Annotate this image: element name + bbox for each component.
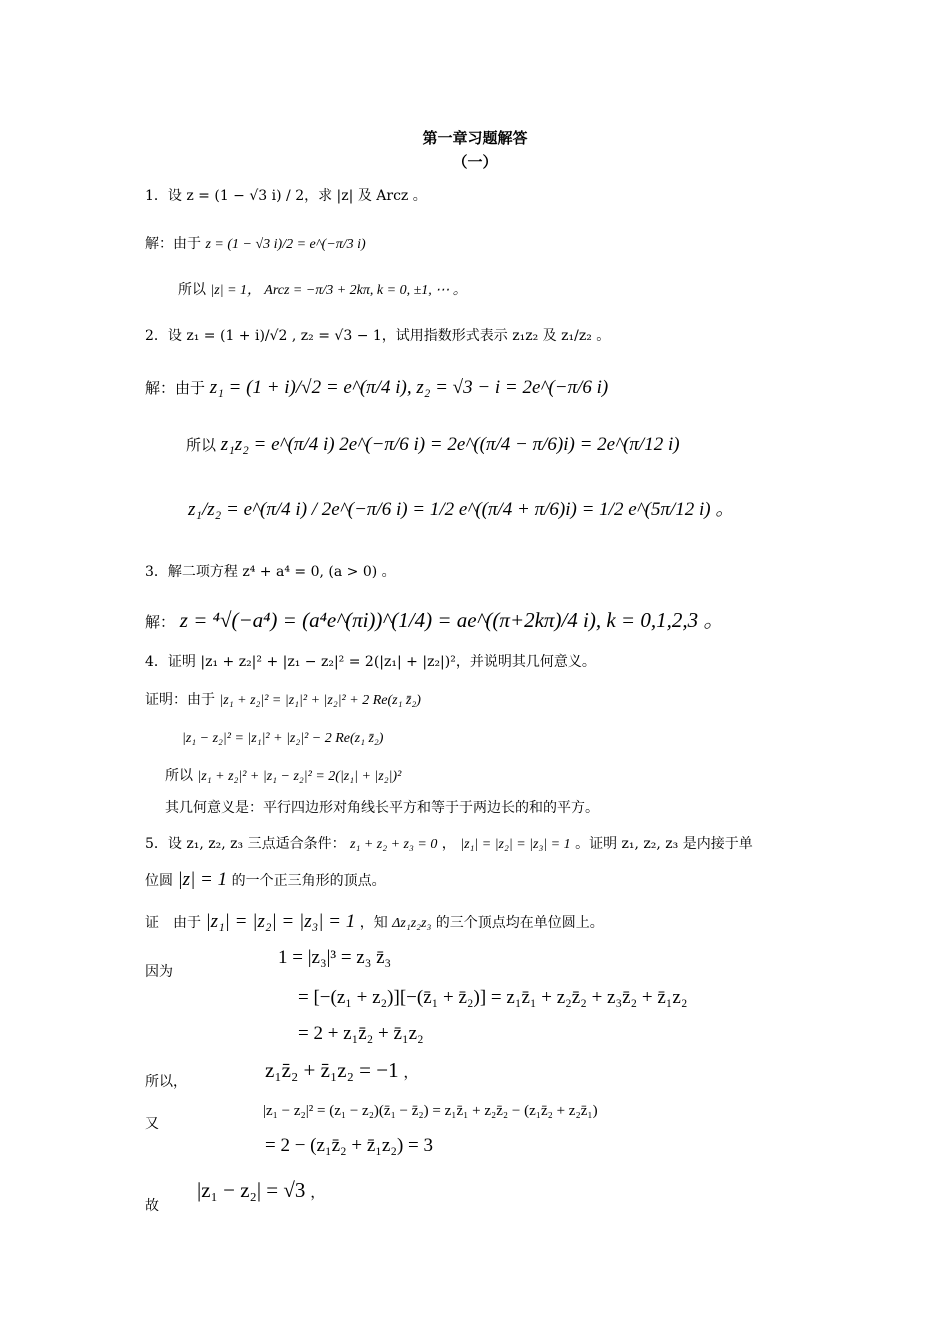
problem-4-meaning-text: 其几何意义是：平行四边形对角线长平方和等于于两边长的和的平方。 (165, 800, 599, 816)
problem-1-solution (145, 234, 366, 255)
derivation-line-2: = [−(z₁ + z₂)][−(z̄₁ + z̄₂)] = z₁z̄₁ + z₂z̄₂ + z₃z̄₂ + z̄₁z₂ (298, 987, 688, 1008)
solution-label: 解： (145, 613, 176, 631)
because-text: 因为 (145, 964, 173, 980)
derivation-line-5: |z₁ − z₂|² = (z₁ − z₂)(z̄₁ − z̄₂) = z₁z̄₁ + z₂z̄₂ − (z₁z̄₂ + z₂z̄₁) (263, 1103, 598, 1119)
problem-3-question (145, 562, 396, 582)
solution-label: 解：由于 (145, 236, 201, 252)
hence-label (145, 1196, 159, 1216)
problem-5-modulus-formula: |z₁| = |z₂| = |z₃| = 1 (205, 911, 356, 932)
triangle-formula: Δz₁z₂z₃ (392, 916, 432, 931)
also-label (145, 1114, 159, 1134)
problem-5-proof-line-1 (145, 912, 604, 934)
derivation-line-1: 1 = |z₃|³ = z₃ z̄₃ (278, 947, 392, 968)
problem-1-result (178, 280, 467, 301)
therefore-label: 所以 (165, 768, 193, 784)
problem-5-derivation-7 (197, 1180, 325, 1202)
comma: ， (403, 1063, 419, 1081)
therefore-label: 所以 (178, 282, 206, 298)
problem-2-text: 2．设 z₁ = (1 + i)/√2 , z₂ = √3 − 1，试用指数形式表示 z₁z₂ 及 z₁/z₂ 。 (145, 328, 611, 344)
problem-2-quotient (188, 500, 734, 520)
page-subtitle (0, 152, 950, 172)
problem-4-meaning (165, 798, 599, 818)
subtitle-text: （一） (452, 153, 498, 171)
also-text: 又 (145, 1116, 159, 1132)
problem-5-text-c: 位圆 (145, 873, 173, 889)
problem-4-text: 4．证明 |z₁ + z₂|² + |z₁ − z₂|² = 2(|z₁| + |z₂|)²，并说明其几何意义。 (145, 654, 596, 670)
problem-3-formula: z = ⁴√(−a⁴) = (a⁴e^(πi))^(1/4) = ae^((π+2kπ)/4 i), k = 0,1,2,3 。 (179, 608, 725, 632)
problem-4-proof-line-1 (145, 690, 421, 711)
comma: ， (310, 1183, 326, 1201)
problem-4-eq3: |z₁ + z₂|² + |z₁ − z₂|² = 2(|z₁| + |z₂|)² (197, 769, 402, 784)
problem-3-solution (145, 610, 724, 632)
problem-4-eq2: |z₁ − z₂|² = |z₁|² + |z₂|² − 2 Re(z₁ z̄₂) (182, 731, 384, 746)
therefore-label: 所以 (186, 436, 217, 454)
page-title (0, 128, 950, 148)
problem-2-solution (145, 378, 608, 398)
problem-5-text-b: 。证明 z₁, z₂, z₃ 是内接于单 (575, 836, 753, 852)
problem-4-proof-line-3 (165, 766, 401, 787)
problem-5-derivation-5 (263, 1100, 598, 1121)
problem-5-derivation-1 (278, 948, 391, 968)
problem-2-formula: z₁ = (1 + i)/√2 = e^(π/4 i), z₂ = √3 − i = 2e^(−π/6 i) (209, 377, 609, 398)
problem-5-text-a: 5．设 z₁, z₂, z₃ 三点适合条件： (145, 836, 346, 852)
derivation-line-7: |z₁ − z₂| = √3 (197, 1178, 306, 1202)
so-text: 所以， (145, 1074, 187, 1090)
problem-1-result-formula: |z| = 1， Arcz = −π/3 + 2kπ, k = 0, ±1, ⋯ 。 (210, 283, 467, 298)
problem-5-text-d: 的一个正三角形的顶点。 (231, 873, 386, 889)
proof-text-c: 的三个顶点均在单位圆上。 (435, 915, 604, 931)
problem-1-question (145, 186, 427, 206)
derivation-line-3: = 2 + z₁z̄₂ + z̄₁z₂ (298, 1023, 424, 1044)
problem-1-text: 1．设 z = (1 − √3 i) / 2，求 |z| 及 Arcz 。 (145, 188, 427, 204)
solution-label: 解：由于 (145, 379, 206, 397)
problem-5-derivation-6 (265, 1136, 433, 1156)
problem-1-formula: z = (1 − √3 i)/2 = e^(−π/3 i) (205, 237, 366, 252)
proof-label: 证 由于 (145, 915, 201, 931)
title-text: 第一章习题解答 (422, 129, 528, 147)
problem-5-question-line-2 (145, 870, 386, 891)
problem-5-derivation-4 (265, 1060, 418, 1082)
problem-5-condition-modulus: |z₁| = |z₂| = |z₃| = 1 (460, 837, 571, 852)
unit-circle-formula: |z| = 1 (177, 869, 228, 890)
problem-3-text: 3．解二项方程 z⁴ + a⁴ = 0, (a > 0) 。 (145, 564, 396, 580)
problem-4-question (145, 652, 596, 672)
proof-text-b: ，知 (359, 915, 388, 931)
derivation-line-6: = 2 − (z₁z̄₂ + z̄₁z₂) = 3 (265, 1135, 433, 1156)
problem-2-product (186, 435, 680, 455)
problem-5-derivation-3 (298, 1024, 424, 1044)
problem-2-quotient-formula: z₁/z₂ = e^(π/4 i) / 2e^(−π/6 i) = 1/2 e^((π/4 + π/6)i) = 1/2 e^(5π/12 i) 。 (188, 499, 735, 520)
problem-5-condition-sum: z₁ + z₂ + z₃ = 0 (350, 837, 438, 852)
problem-5-question-line-1 (145, 834, 753, 855)
comma: ， (441, 836, 456, 852)
hence-text: 故 (145, 1198, 159, 1214)
so-label (145, 1072, 187, 1092)
problem-2-question (145, 326, 610, 346)
problem-4-proof-line-2 (182, 728, 383, 749)
problem-4-eq1: |z₁ + z₂|² = |z₁|² + |z₂|² + 2 Re(z₁ z̄₂) (219, 693, 421, 708)
derivation-line-4: z₁z̄₂ + z̄₁z₂ = −1 (265, 1058, 399, 1082)
problem-2-product-formula: z₁z₂ = e^(π/4 i) 2e^(−π/6 i) = 2e^((π/4 − π/6)i) = 2e^(π/12 i) (220, 434, 680, 455)
because-label (145, 962, 173, 982)
problem-5-derivation-2 (298, 988, 688, 1008)
proof-label: 证明：由于 (145, 692, 215, 708)
